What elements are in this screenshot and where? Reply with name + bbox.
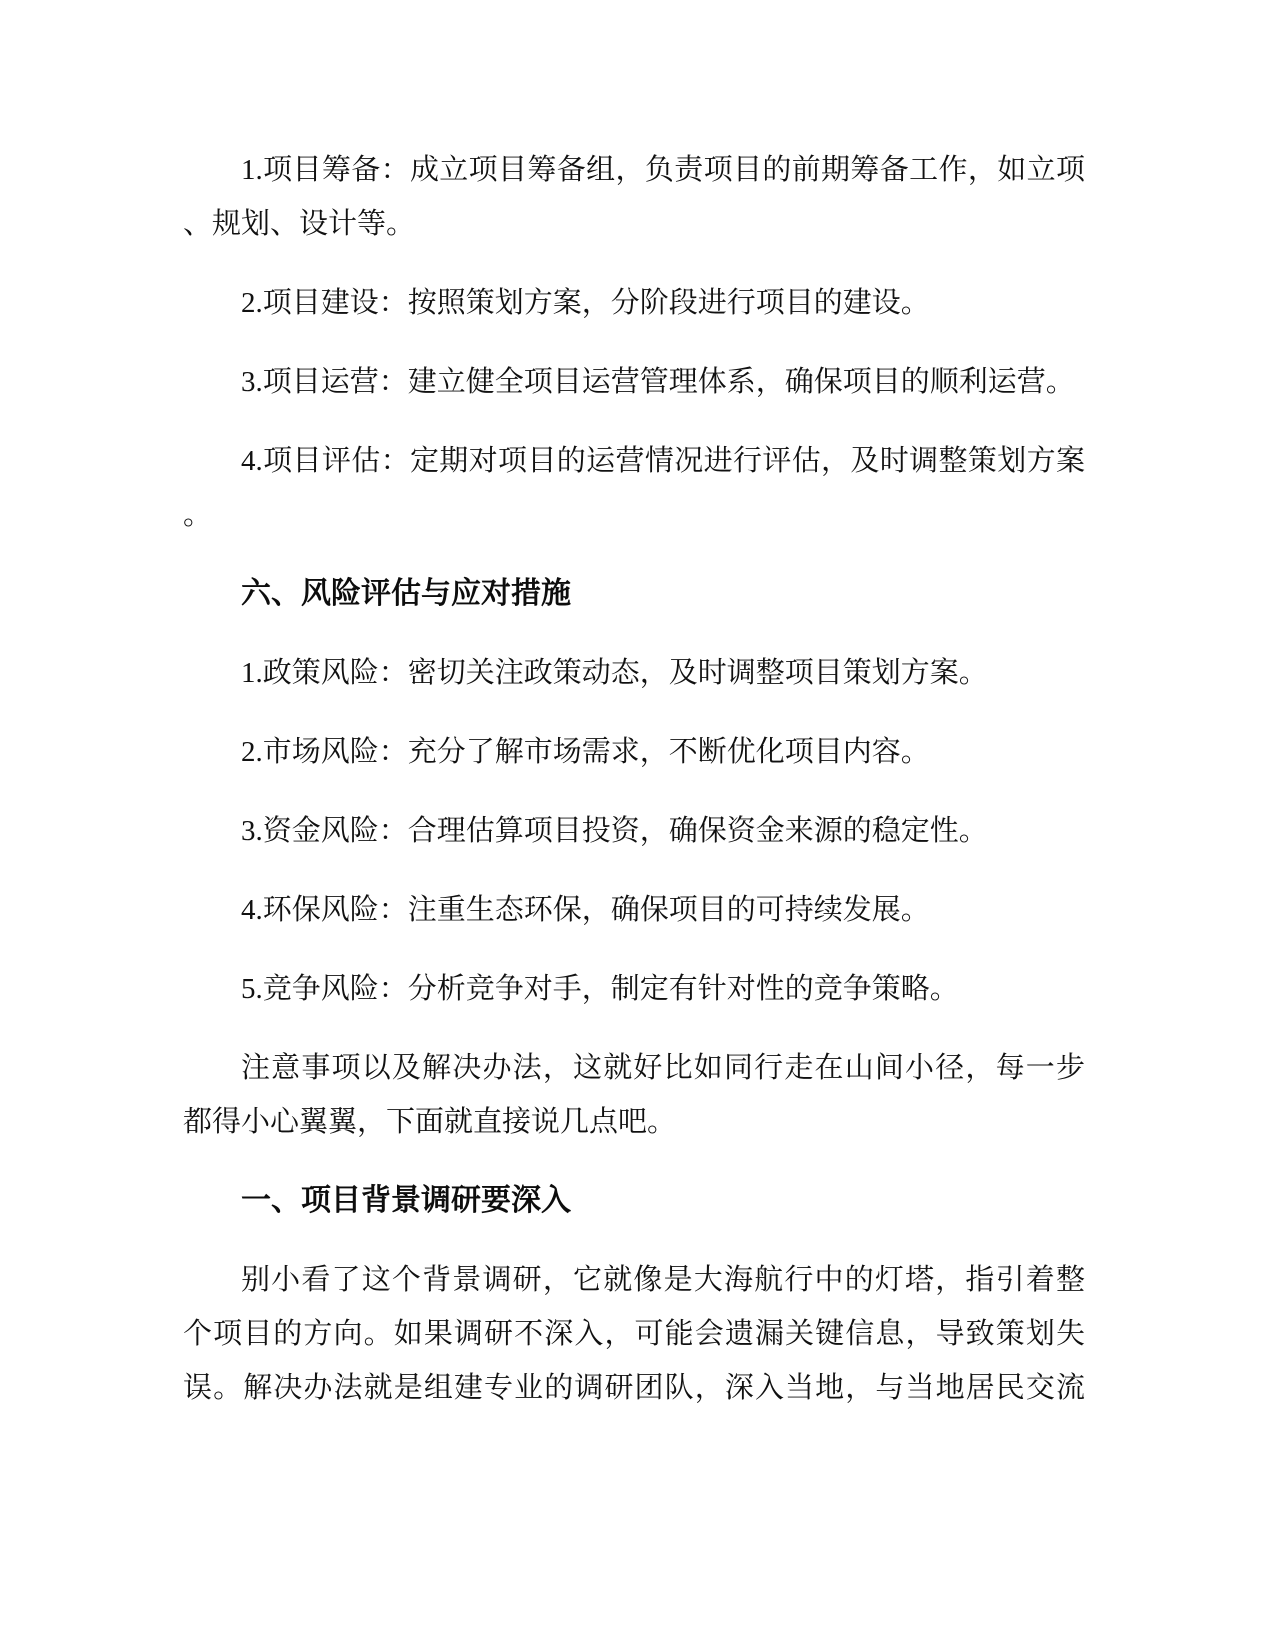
text-line: 3.项目运营：建立健全项目运营管理体系，确保项目的顺利运营。 (241, 366, 1075, 398)
text-line: 注意事项以及解决办法，这就好比如同行走在山间小径，每一步 (241, 1052, 1085, 1084)
text-line: 、规划、设计等。 (183, 208, 416, 240)
numbered-item (183, 276, 1085, 330)
section-heading: 一、项目背景调研要深入 (241, 1184, 571, 1217)
numbered-item (183, 434, 1085, 542)
paragraph (183, 1041, 1085, 1149)
section-heading: 六、风险评估与应对措施 (241, 577, 571, 610)
paragraph (183, 1253, 1085, 1415)
numbered-item (183, 646, 1085, 700)
text-line: 误。解决办法就是组建专业的调研团队，深入当地，与当地居民交流 (183, 1372, 1085, 1404)
text-line: 3.资金风险：合理估算项目投资，确保资金来源的稳定性。 (241, 815, 988, 847)
text-line: 别小看了这个背景调研，它就像是大海航行中的灯塔，指引着整 (241, 1264, 1085, 1296)
text-line: 2.项目建设：按照策划方案，分阶段进行项目的建设。 (241, 287, 930, 319)
text-line: 4.项目评估：定期对项目的运营情况进行评估，及时调整策划方案 (241, 445, 1085, 477)
numbered-item (183, 962, 1085, 1016)
numbered-item (183, 883, 1085, 937)
text-line: 2.市场风险：充分了解市场需求，不断优化项目内容。 (241, 736, 930, 768)
numbered-item (183, 355, 1085, 409)
numbered-item (183, 143, 1085, 251)
page-content (183, 143, 1085, 1440)
text-line: 都得小心翼翼，下面就直接说几点吧。 (183, 1106, 677, 1138)
text-line: 1.项目筹备：成立项目筹备组，负责项目的前期筹备工作，如立项 (241, 154, 1085, 186)
text-line: 1.政策风险：密切关注政策动态，及时调整项目策划方案。 (241, 657, 988, 689)
text-line: 个项目的方向。如果调研不深入，可能会遗漏关键信息，导致策划失 (183, 1318, 1085, 1350)
text-line: 。 (183, 499, 213, 531)
text-line: 5.竞争风险：分析竞争对手，制定有针对性的竞争策略。 (241, 973, 959, 1005)
numbered-item (183, 804, 1085, 858)
text-line: 4.环保风险：注重生态环保，确保项目的可持续发展。 (241, 894, 930, 926)
numbered-item (183, 725, 1085, 779)
